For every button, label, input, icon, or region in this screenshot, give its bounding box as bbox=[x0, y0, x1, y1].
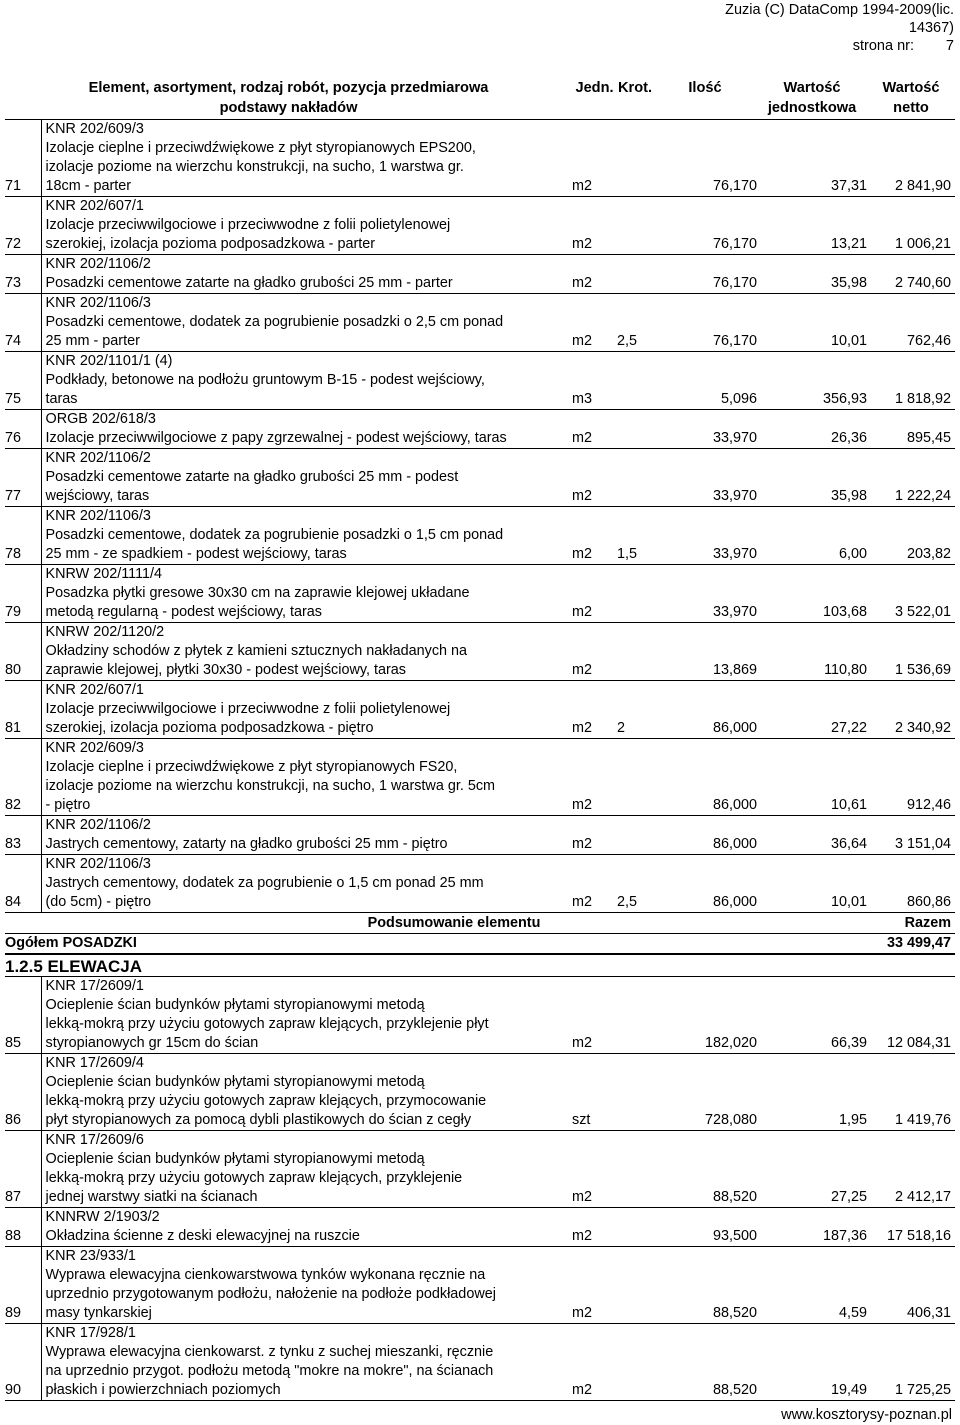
position-description-line: Posadzki cementowe zatarte na gładko grubości 25 mm - podest bbox=[45, 469, 459, 485]
position-unit-price: 187,36 bbox=[757, 1208, 867, 1247]
table-row bbox=[5, 816, 955, 855]
position-multiplier: 1,5 bbox=[617, 507, 653, 565]
position-net-value: 2 841,90 bbox=[867, 120, 955, 197]
position-unit: m2 bbox=[572, 1247, 617, 1324]
position-quantity: 86,000 bbox=[653, 681, 757, 739]
position-unit: m2 bbox=[572, 255, 617, 294]
position-multiplier bbox=[617, 1208, 653, 1247]
position-net-value: 860,86 bbox=[867, 855, 955, 913]
position-description-line: lekką-mokrą przy użyciu gotowych zapraw klejących, przymocowanie bbox=[45, 1093, 487, 1109]
position-unit-price: 10,01 bbox=[757, 294, 867, 352]
position-code: ORGB 202/618/3 bbox=[45, 411, 156, 427]
position-code: KNR 202/1106/2 bbox=[45, 817, 151, 833]
position-description-line: jednej warstwy siatki na ścianach bbox=[45, 1189, 258, 1205]
position-multiplier bbox=[617, 977, 653, 1054]
position-number: 89 bbox=[5, 1247, 41, 1324]
position-multiplier bbox=[617, 120, 653, 197]
position-multiplier bbox=[617, 623, 653, 681]
table-row bbox=[5, 1054, 955, 1131]
position-description-line: Ocieplenie ścian budynków płytami styropianowymi metodą bbox=[45, 1151, 425, 1167]
column-header-unit-price: Wartość jednostkowa bbox=[757, 78, 867, 120]
table-row bbox=[5, 255, 955, 294]
position-quantity: 76,170 bbox=[653, 294, 757, 352]
position-multiplier bbox=[617, 565, 653, 623]
page-number: 7 bbox=[945, 38, 954, 54]
position-quantity: 33,970 bbox=[653, 449, 757, 507]
position-net-value: 1 222,24 bbox=[867, 449, 955, 507]
table-row bbox=[5, 197, 955, 255]
position-quantity: 88,520 bbox=[653, 1247, 757, 1324]
position-description-line: wejściowy, taras bbox=[45, 488, 150, 504]
position-description-line: 18cm - parter bbox=[45, 178, 132, 194]
position-description bbox=[41, 739, 572, 816]
position-multiplier bbox=[617, 1131, 653, 1208]
position-description-line: 25 mm - parter bbox=[45, 333, 140, 349]
table-row bbox=[5, 739, 955, 816]
position-description-line: uprzednio przygotowanym podłożu, nałożenie na podłoże podkładowej bbox=[45, 1286, 496, 1302]
position-description bbox=[41, 197, 572, 255]
position-description bbox=[41, 352, 572, 410]
summary-label: Podsumowanie elementu bbox=[41, 913, 867, 934]
page-label: strona nr: bbox=[852, 38, 914, 54]
position-unit: m2 bbox=[572, 449, 617, 507]
position-description-line: Ocieplenie ścian budynków płytami styropianowymi metodą bbox=[45, 1074, 425, 1090]
position-quantity: 5,096 bbox=[653, 352, 757, 410]
position-unit-price: 27,22 bbox=[757, 681, 867, 739]
position-description-line: lekką-mokrą przy użyciu gotowych zapraw klejących, przyklejenie płyt bbox=[45, 1016, 489, 1032]
position-net-value: 762,46 bbox=[867, 294, 955, 352]
table-row bbox=[5, 977, 955, 1054]
estimate-table bbox=[5, 78, 955, 1401]
position-number: 79 bbox=[5, 565, 41, 623]
position-description-line: izolacje poziome na wierzchu konstrukcji, na sucho, 1 warstwa gr. bbox=[45, 159, 464, 175]
position-quantity: 86,000 bbox=[653, 816, 757, 855]
position-code: KNR 17/928/1 bbox=[45, 1325, 136, 1341]
table-row bbox=[5, 1247, 955, 1324]
position-description-line: styropianowych gr 15cm do ścian bbox=[45, 1035, 259, 1051]
position-quantity: 76,170 bbox=[653, 120, 757, 197]
position-quantity: 76,170 bbox=[653, 255, 757, 294]
position-multiplier: 2,5 bbox=[617, 294, 653, 352]
position-code: KNR 202/607/1 bbox=[45, 198, 144, 214]
position-description bbox=[41, 623, 572, 681]
position-description-line: izolacje poziome na wierzchu konstrukcji, na sucho, 1 warstwa gr. 5cm bbox=[45, 778, 496, 794]
position-unit-price: 103,68 bbox=[757, 565, 867, 623]
page-indicator bbox=[853, 37, 954, 55]
position-number: 87 bbox=[5, 1131, 41, 1208]
table-row bbox=[5, 352, 955, 410]
document-header bbox=[725, 1, 954, 55]
position-unit-price: 37,31 bbox=[757, 120, 867, 197]
position-net-value: 3 151,04 bbox=[867, 816, 955, 855]
position-quantity: 728,080 bbox=[653, 1054, 757, 1131]
position-code: KNR 202/1101/1 (4) bbox=[45, 353, 173, 369]
position-description bbox=[41, 255, 572, 294]
position-description bbox=[41, 1208, 572, 1247]
position-unit-price: 1,95 bbox=[757, 1054, 867, 1131]
position-unit-price: 10,61 bbox=[757, 739, 867, 816]
position-unit-price: 13,21 bbox=[757, 197, 867, 255]
position-description-line: Izolacje przeciwwilgociowe i przeciwwodne z folii polietylenowej bbox=[45, 217, 451, 233]
position-code: KNR 17/2609/4 bbox=[45, 1055, 144, 1071]
position-description-line: - piętro bbox=[45, 797, 91, 813]
table-row bbox=[5, 294, 955, 352]
position-code: KNR 202/1106/2 bbox=[45, 256, 151, 272]
table-row bbox=[5, 855, 955, 913]
column-header-krot: Krot. bbox=[617, 78, 653, 120]
position-description-line: szerokiej, izolacja pozioma podposadzkowa - parter bbox=[45, 236, 376, 252]
position-description bbox=[41, 294, 572, 352]
position-description bbox=[41, 449, 572, 507]
position-unit: m2 bbox=[572, 977, 617, 1054]
position-description bbox=[41, 1054, 572, 1131]
position-quantity: 88,520 bbox=[653, 1131, 757, 1208]
position-unit: m2 bbox=[572, 197, 617, 255]
position-description bbox=[41, 681, 572, 739]
position-multiplier bbox=[617, 1054, 653, 1131]
position-net-value: 3 522,01 bbox=[867, 565, 955, 623]
table-row bbox=[5, 565, 955, 623]
position-code: KNNRW 2/1903/2 bbox=[45, 1209, 160, 1225]
summary-total-value: 33 499,47 bbox=[867, 934, 955, 955]
position-description-line: szerokiej, izolacja pozioma podposadzkowa - piętro bbox=[45, 720, 374, 736]
position-multiplier: 2 bbox=[617, 681, 653, 739]
table-row bbox=[5, 1324, 955, 1401]
position-code: KNRW 202/1111/4 bbox=[45, 566, 163, 582]
position-description bbox=[41, 507, 572, 565]
position-unit-price: 66,39 bbox=[757, 977, 867, 1054]
position-description-line: Izolacje cieplne i przeciwdźwiękowe z płyt styropianowych FS20, bbox=[45, 759, 458, 775]
position-description-line: Posadzki cementowe, dodatek za pogrubienie posadzki o 1,5 cm ponad bbox=[45, 527, 504, 543]
position-multiplier bbox=[617, 255, 653, 294]
position-description bbox=[41, 1131, 572, 1208]
position-number: 82 bbox=[5, 739, 41, 816]
position-description-line: Wyprawa elewacyjna cienkowarstwowa tynków wykonana ręcznie na bbox=[45, 1267, 486, 1283]
position-net-value: 1 725,25 bbox=[867, 1324, 955, 1401]
position-description-line: Posadzki cementowe, dodatek za pogrubienie posadzki o 2,5 cm ponad bbox=[45, 314, 504, 330]
position-unit: m2 bbox=[572, 565, 617, 623]
position-unit-price: 19,49 bbox=[757, 1324, 867, 1401]
position-net-value: 2 340,92 bbox=[867, 681, 955, 739]
position-quantity: 76,170 bbox=[653, 197, 757, 255]
position-unit: m2 bbox=[572, 855, 617, 913]
position-description-line: płyt styropianowych za pomocą dybli plastikowych do ścian z cegły bbox=[45, 1112, 472, 1128]
position-number: 90 bbox=[5, 1324, 41, 1401]
column-header-jedn: Jedn. bbox=[572, 78, 617, 120]
table-row bbox=[5, 623, 955, 681]
position-unit-price: 26,36 bbox=[757, 410, 867, 449]
position-description-line: Posadzki cementowe zatarte na gładko grubości 25 mm - parter bbox=[45, 275, 453, 291]
position-description bbox=[41, 1324, 572, 1401]
position-unit-price: 27,25 bbox=[757, 1131, 867, 1208]
position-unit-price: 110,80 bbox=[757, 623, 867, 681]
position-number: 77 bbox=[5, 449, 41, 507]
position-code: KNR 202/1106/3 bbox=[45, 508, 151, 524]
positions-group-elewacja bbox=[5, 977, 955, 1401]
position-quantity: 13,869 bbox=[653, 623, 757, 681]
copyright-line-1: Zuzia (C) DataComp 1994-2009(lic. bbox=[725, 2, 954, 18]
position-description-line: taras bbox=[45, 391, 78, 407]
position-multiplier bbox=[617, 816, 653, 855]
position-multiplier bbox=[617, 739, 653, 816]
position-number: 78 bbox=[5, 507, 41, 565]
summary-razem-label: Razem bbox=[867, 913, 955, 934]
position-quantity: 33,970 bbox=[653, 507, 757, 565]
position-net-value: 1 419,76 bbox=[867, 1054, 955, 1131]
position-number: 81 bbox=[5, 681, 41, 739]
position-multiplier bbox=[617, 449, 653, 507]
table-row bbox=[5, 1131, 955, 1208]
position-unit: szt bbox=[572, 1054, 617, 1131]
position-description-line: Izolacje przeciwwilgociowe z papy zgrzewalnej - podest wejściowy, taras bbox=[45, 430, 507, 446]
position-code: KNR 202/1106/3 bbox=[45, 856, 151, 872]
position-unit: m2 bbox=[572, 120, 617, 197]
column-header-element: Element, asortyment, rodzaj robót, pozycja przedmiarowa podstawy nakładów bbox=[5, 78, 572, 120]
position-code: KNR 202/607/1 bbox=[45, 682, 144, 698]
column-header-ilosc: Ilość bbox=[653, 78, 757, 120]
position-description-line: Ocieplenie ścian budynków płytami styropianowymi metodą bbox=[45, 997, 425, 1013]
position-net-value: 895,45 bbox=[867, 410, 955, 449]
summary-total-label: Ogółem POSADZKI bbox=[5, 934, 867, 955]
summary-header-row bbox=[5, 913, 955, 934]
position-description bbox=[41, 1247, 572, 1324]
position-number: 88 bbox=[5, 1208, 41, 1247]
position-quantity: 33,970 bbox=[653, 565, 757, 623]
table-header-row bbox=[5, 78, 955, 120]
position-code: KNR 202/1106/3 bbox=[45, 295, 151, 311]
position-description-line: lekką-mokrą przy użyciu gotowych zapraw klejących, przyklejenie bbox=[45, 1170, 463, 1186]
position-net-value: 2 740,60 bbox=[867, 255, 955, 294]
position-unit-price: 4,59 bbox=[757, 1247, 867, 1324]
position-multiplier bbox=[617, 1324, 653, 1401]
position-description-line: Posadzka płytki gresowe 30x30 cm na zaprawie klejowej układane bbox=[45, 585, 470, 601]
position-description-line: Izolacje cieplne i przeciwdźwiękowe z płyt styropianowych EPS200, bbox=[45, 140, 476, 156]
table-row bbox=[5, 120, 955, 197]
position-unit: m2 bbox=[572, 1324, 617, 1401]
position-code: KNR 17/2609/6 bbox=[45, 1132, 144, 1148]
position-multiplier bbox=[617, 197, 653, 255]
position-unit-price: 35,98 bbox=[757, 255, 867, 294]
position-net-value: 1 536,69 bbox=[867, 623, 955, 681]
position-unit-price: 35,98 bbox=[757, 449, 867, 507]
position-multiplier: 2,5 bbox=[617, 855, 653, 913]
position-code: KNR 202/1106/2 bbox=[45, 450, 151, 466]
position-quantity: 93,500 bbox=[653, 1208, 757, 1247]
position-unit: m2 bbox=[572, 623, 617, 681]
position-unit: m2 bbox=[572, 410, 617, 449]
position-description-line: zaprawie klejowej, płytki 30x30 - podest wejściowy, taras bbox=[45, 662, 406, 678]
position-unit: m2 bbox=[572, 1208, 617, 1247]
position-unit-price: 6,00 bbox=[757, 507, 867, 565]
position-unit-price: 36,64 bbox=[757, 816, 867, 855]
position-description-line: Jastrych cementowy, dodatek za pogrubienie o 1,5 cm ponad 25 mm bbox=[45, 875, 484, 891]
section-title: 1.2.5 ELEWACJA bbox=[5, 954, 955, 977]
position-quantity: 86,000 bbox=[653, 855, 757, 913]
position-description-line: Okładzina ścienne z deski elewacyjnej na ruszcie bbox=[45, 1228, 360, 1244]
position-number: 75 bbox=[5, 352, 41, 410]
position-multiplier bbox=[617, 1247, 653, 1324]
position-number: 86 bbox=[5, 1054, 41, 1131]
position-number: 85 bbox=[5, 977, 41, 1054]
position-description-line: Izolacje przeciwwilgociowe i przeciwwodne z folii polietylenowej bbox=[45, 701, 451, 717]
position-number: 83 bbox=[5, 816, 41, 855]
position-number: 74 bbox=[5, 294, 41, 352]
position-number: 80 bbox=[5, 623, 41, 681]
section-heading-row bbox=[5, 954, 955, 977]
position-description-line: Jastrych cementowy, zatarty na gładko grubości 25 mm - piętro bbox=[45, 836, 448, 852]
summary-total-row bbox=[5, 934, 955, 955]
position-code: KNR 202/609/3 bbox=[45, 740, 144, 756]
position-net-value: 912,46 bbox=[867, 739, 955, 816]
position-description-line: 25 mm - ze spadkiem - podest wejściowy, taras bbox=[45, 546, 347, 562]
table-row bbox=[5, 1208, 955, 1247]
table-row bbox=[5, 449, 955, 507]
position-description-line: masy tynkarskiej bbox=[45, 1305, 152, 1321]
position-number: 72 bbox=[5, 197, 41, 255]
position-number: 76 bbox=[5, 410, 41, 449]
position-number: 84 bbox=[5, 855, 41, 913]
position-code: KNRW 202/1120/2 bbox=[45, 624, 165, 640]
copyright-line-2: 14367) bbox=[908, 20, 954, 36]
positions-group-posadzki bbox=[5, 120, 955, 913]
position-net-value: 203,82 bbox=[867, 507, 955, 565]
table-row bbox=[5, 410, 955, 449]
position-unit: m2 bbox=[572, 1131, 617, 1208]
position-description bbox=[41, 120, 572, 197]
position-description-line: Okładziny schodów z płytek z kamieni sztucznych nakładanych na bbox=[45, 643, 468, 659]
position-unit: m3 bbox=[572, 352, 617, 410]
position-description-line: metodą regularną - podest wejściowy, taras bbox=[45, 604, 322, 620]
position-multiplier bbox=[617, 352, 653, 410]
position-net-value: 2 412,17 bbox=[867, 1131, 955, 1208]
position-code: KNR 23/933/1 bbox=[45, 1248, 136, 1264]
position-code: KNR 202/609/3 bbox=[45, 121, 144, 137]
position-quantity: 88,520 bbox=[653, 1324, 757, 1401]
position-number: 71 bbox=[5, 120, 41, 197]
position-code: KNR 17/2609/1 bbox=[45, 978, 144, 994]
position-quantity: 182,020 bbox=[653, 977, 757, 1054]
position-net-value: 1 006,21 bbox=[867, 197, 955, 255]
position-description-line: Podkłady, betonowe na podłożu gruntowym B-15 - podest wejściowy, bbox=[45, 372, 485, 388]
position-description-line: na uprzednio przygot. podłożu metodą "mokre na mokre", na ścianach bbox=[45, 1363, 494, 1379]
column-header-net-value: Wartość netto bbox=[867, 78, 955, 120]
position-description bbox=[41, 816, 572, 855]
position-description-line: Wyprawa elewacyjna cienkowarst. z tynku z suchej mieszanki, ręcznie bbox=[45, 1344, 494, 1360]
position-description bbox=[41, 855, 572, 913]
position-number: 73 bbox=[5, 255, 41, 294]
position-description bbox=[41, 565, 572, 623]
position-description bbox=[41, 977, 572, 1054]
position-unit: m2 bbox=[572, 739, 617, 816]
position-net-value: 406,31 bbox=[867, 1247, 955, 1324]
position-net-value: 17 518,16 bbox=[867, 1208, 955, 1247]
position-unit: m2 bbox=[572, 681, 617, 739]
position-description bbox=[41, 410, 572, 449]
position-quantity: 33,970 bbox=[653, 410, 757, 449]
position-description-line: (do 5cm) - piętro bbox=[45, 894, 152, 910]
footer-website: www.kosztorysy-poznan.pl bbox=[781, 1407, 952, 1423]
position-net-value: 12 084,31 bbox=[867, 977, 955, 1054]
position-unit: m2 bbox=[572, 816, 617, 855]
table-row bbox=[5, 681, 955, 739]
table-row bbox=[5, 507, 955, 565]
position-multiplier bbox=[617, 410, 653, 449]
position-unit-price: 356,93 bbox=[757, 352, 867, 410]
position-unit-price: 10,01 bbox=[757, 855, 867, 913]
position-quantity: 86,000 bbox=[653, 739, 757, 816]
position-unit: m2 bbox=[572, 507, 617, 565]
position-unit: m2 bbox=[572, 294, 617, 352]
element-summary bbox=[5, 913, 955, 977]
position-net-value: 1 818,92 bbox=[867, 352, 955, 410]
position-description-line: płaskich i powierzchniach poziomych bbox=[45, 1382, 281, 1398]
